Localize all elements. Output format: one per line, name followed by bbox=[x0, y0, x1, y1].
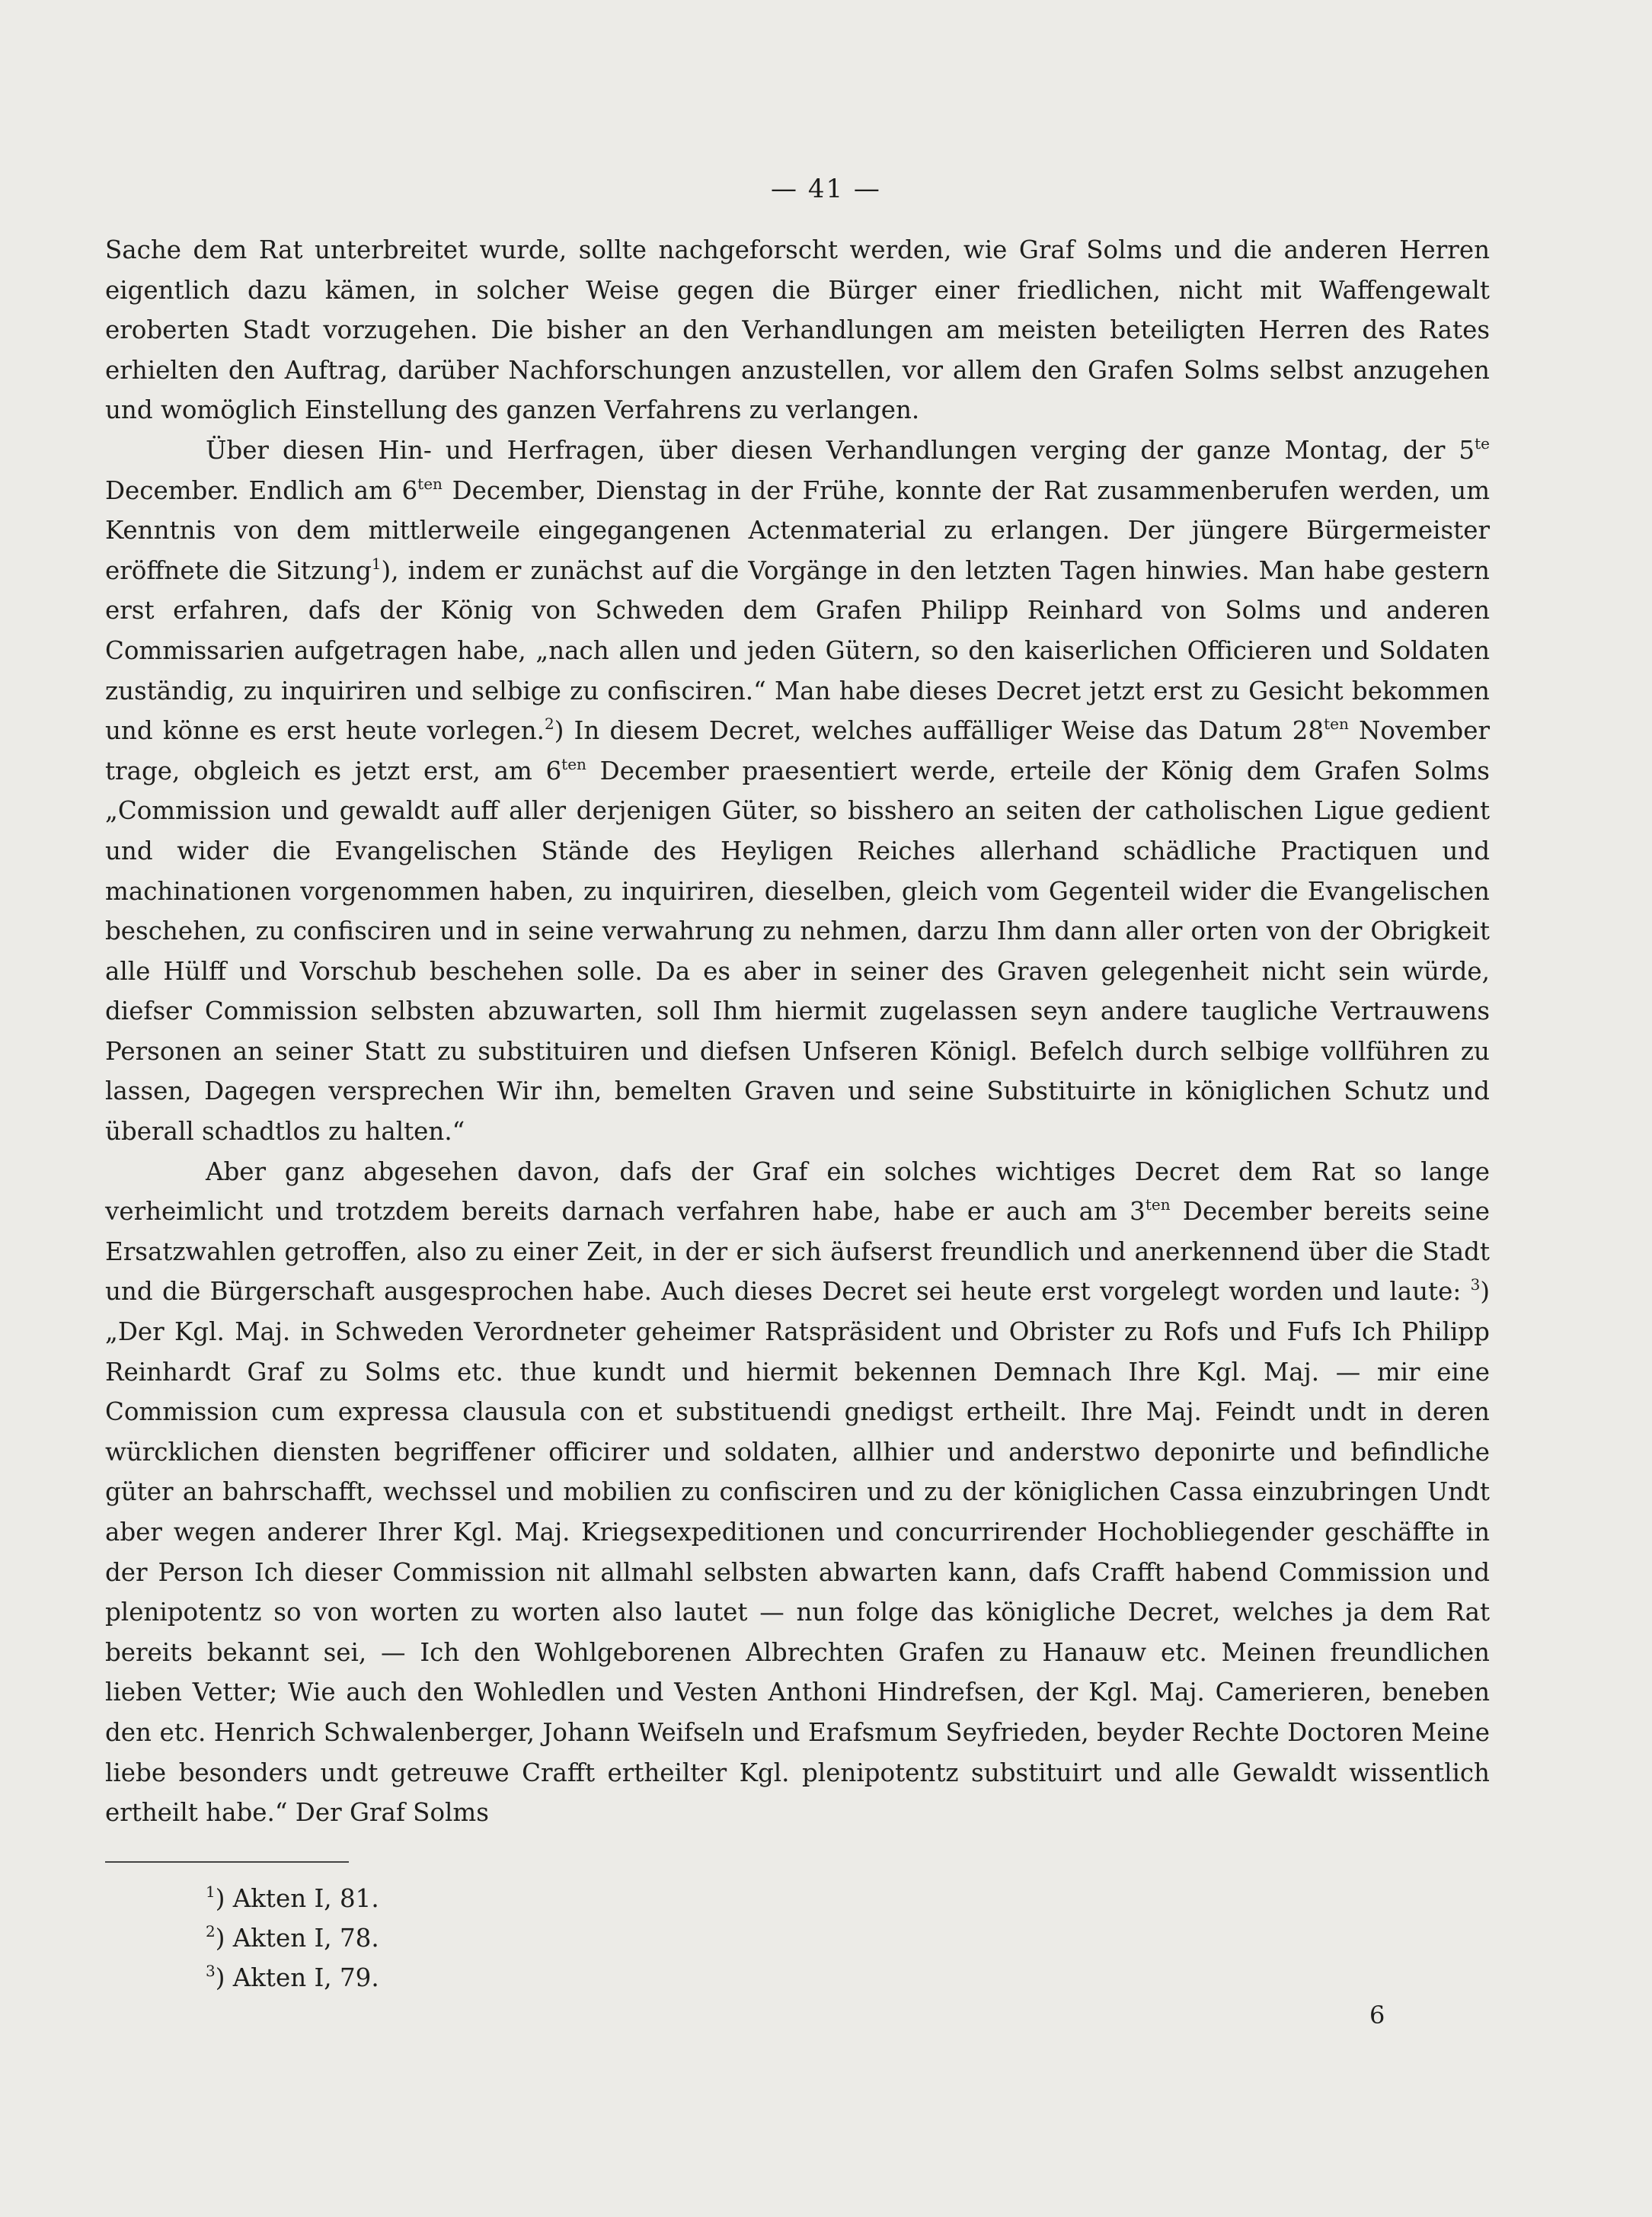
superscript: 1 bbox=[371, 554, 382, 573]
footnotes bbox=[206, 1879, 379, 1998]
superscript: ten bbox=[1145, 1195, 1171, 1214]
footnote: $^2$) Akten I, 78. bbox=[206, 1922, 379, 1953]
text-run: Über diesen Hin- und Herfragen, über diesen Verhandlungen verging der ganze Montag, der 5 bbox=[206, 435, 1475, 465]
footnote-mark: 2 bbox=[206, 1922, 216, 1940]
text-run: Sache dem Rat unterbreitet wurde, sollte nachgeforscht werden, wie Graf Solms und die anderen Herren eigentlich dazu kämen, in solcher Weise gegen die Bürger einer friedlichen, nicht mit Waffengewalt eroberten Stadt vorzugehen. Die bisher an den Verhandlungen am meisten beteiligten Herren des Rates erhielten den Auftrag, darüber Nachforschungen anzustellen, vor allem den Grafen Solms selbst anzugehen und womöglich Einstellung des ganzen Verfahrens zu verlangen. bbox=[105, 235, 1490, 425]
superscript: ten bbox=[561, 754, 586, 773]
footnote-text: Akten I, 78. bbox=[232, 1924, 379, 1953]
superscript: ten bbox=[1324, 715, 1349, 734]
footnote-mark: 1 bbox=[206, 1883, 216, 1901]
superscript: te bbox=[1475, 433, 1490, 453]
superscript: 3 bbox=[1470, 1275, 1481, 1294]
footnote: $^3$) Akten I, 79. bbox=[206, 1962, 379, 1992]
text-run: December praesentiert werde, erteile der König dem Grafen Solms „Commission und gewaldt auff aller derjenigen Güter, so bisshero an seiten der catholischen Ligue gedient und wider die Evangelischen Stände des Heyligen Reiches allerhand schädliche Practiquen und machinationen vorgenommen haben, zu inquiriren, dieselben, gleich vom Gegenteil wider die Evangelischen beschehen, zu confisciren und in seine verwahrung zu nehmen, darzu Ihm dann aller orten von der Obrigkeit alle Hülff und Vorschub beschehen solle. Da es aber in seiner des Graven gelegenheit nicht sein würde, diefser Commission selbsten abzuwarten, soll Ihm hiermit zugelassen seyn andere taugliche Vertrauwens Personen an seiner Statt zu substituiren und diefsen Unfseren Königl. Befelch durch selbige vollführen zu lassen, Dagegen versprechen Wir ihn, bemelten Graven und seine Substituirte in königlichen Schutz und überall schadtlos zu halten.“ bbox=[105, 756, 1490, 1147]
superscript: ten bbox=[417, 474, 443, 493]
text-run: December, Dienstag in der Frühe, konnte der Rat zusammenberufen werden, um Kenntnis von dem mittlerweile eingegangenen Actenmaterial zu erlangen. Der jüngere Bürgermeister eröffnete die Sitzung bbox=[105, 475, 1491, 585]
footnote-mark: 3 bbox=[206, 1962, 216, 1980]
text-run: November trage, obgleich es jetzt erst, am 6 bbox=[105, 716, 1490, 785]
text-run: December bereits seine Ersatzwahlen getroffen, also zu einer Zeit, in der er sich äufserst freundlich und anerkennend über die Stadt und die Bürgerschaft ausgesprochen habe. Auch dieses Decret sei heute erst vorgelegt worden und laute: bbox=[105, 1197, 1490, 1307]
text-run: ) „Der Kgl. Maj. in Schweden Verordneter geheimer Ratspräsident und Obrister zu Rofs und Fufs Ich Philipp Reinhardt Graf zu Solms etc. thue kundt und hiermit bekennen Demnach Ihre Kgl. Maj. — mir eine Commission cum expressa clausula con et substituendi gnedigst ertheilt. Ihre Maj. Feindt undt in deren würcklichen diensten begriffener officirer und soldaten, allhier und anderstwo deponirte und befindliche güter an bahrschafft, wechssel und mobilien zu confisciren und zu der königlichen Cassa einzubringen Undt aber wegen anderer Ihrer Kgl. Maj. Kriegsexpeditionen und concurrirender Hochobliegender geschäffte in der Person Ich dieser Commission nit allmahl selbsten abwarten kann, dafs Crafft habend Commission und plenipotentz so von worten zu worten also lautet — nun folge das königliche Decret, welches ja dem Rat bereits bekannt sei, — Ich den Wohlgeborenen Albrechten Grafen zu Hanauw etc. Meinen freundlichen lieben Vetter; Wie auch den Wohledlen und Vesten Anthoni Hindrefsen, der Kgl. Maj. Camerieren, beneben den etc. Henrich Schwalenberger, Johann Weifseln und Erafsmum Seyfrieden, beyder Rechte Doctoren Meine liebe besonders undt getreuwe Crafft ertheilter Kgl. plenipotentz substituirt und alle Gewaldt wissentlich ertheilt habe.“ Der Graf Solms bbox=[105, 1277, 1490, 1828]
paragraph bbox=[105, 230, 1490, 430]
footnote-text: Akten I, 81. bbox=[232, 1884, 379, 1913]
paragraph bbox=[105, 430, 1490, 1152]
body-text bbox=[105, 230, 1490, 1833]
footnote: $^1$) Akten I, 81. bbox=[206, 1883, 379, 1913]
text-run: December. Endlich am 6 bbox=[105, 475, 418, 505]
signature-mark: 6 bbox=[1369, 2001, 1385, 2030]
footnote-text: Akten I, 79. bbox=[232, 1963, 379, 1992]
text-run: ) In diesem Decret, welches auffälliger Weise das Datum 28 bbox=[554, 716, 1324, 746]
superscript: 2 bbox=[544, 715, 554, 734]
page-number: — 41 — bbox=[771, 174, 881, 204]
text-run: Aber ganz abgesehen davon, dafs der Graf ein solches wichtiges Decret dem Rat so lange verheimlicht und trotzdem bereits darnach verfahren habe, habe er auch am 3 bbox=[105, 1156, 1490, 1227]
footnote-divider bbox=[105, 1861, 349, 1863]
text-run: ), indem er zunächst auf die Vorgänge in den letzten Tagen hinwies. Man habe gestern erst erfahren, dafs der König von Schweden dem Grafen Philipp Reinhard von Solms und anderen Commissarien aufgetragen habe, „nach allen und jeden Gütern, so den kaiserlichen Officieren und Soldaten zuständig, zu inquiriren und selbige zu confisciren.“ Man habe dieses Decret jetzt erst zu Gesicht bekommen und könne es erst heute vorlegen. bbox=[105, 555, 1490, 746]
paragraph bbox=[105, 1152, 1490, 1833]
